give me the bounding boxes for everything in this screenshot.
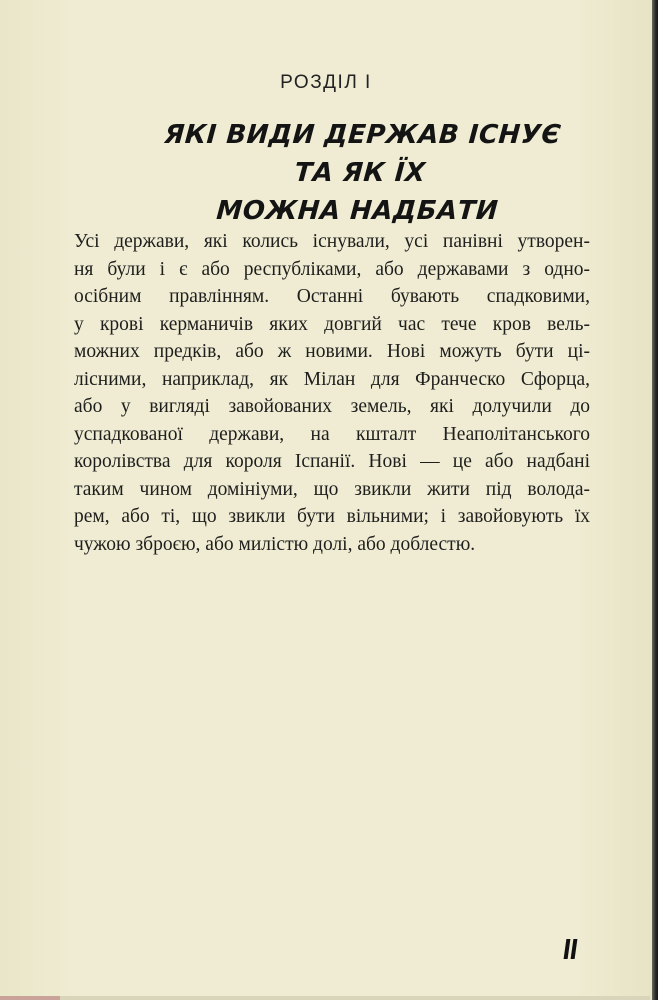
text-line: ня були і є або республіками, або державами з одно- [74, 258, 590, 280]
chapter-title [156, 116, 564, 230]
chapter-title-line-2: МОЖНА НАДБАТИ [215, 196, 500, 226]
text-line: королівства для короля Іспанії. Нові — це або надбані [74, 451, 590, 472]
text-line: лісними, наприклад, як Мілан для Франческо Сфорца, [74, 368, 590, 390]
page-number-stroke-2 [571, 939, 578, 959]
body-paragraph [74, 228, 590, 558]
page-bottom-edge [60, 996, 650, 1000]
text-line: успадкованої держави, на кшталт Неаполітанського [74, 423, 590, 445]
chapter-title-line-1: ЯКІ ВИДИ ДЕРЖАВ ІСНУЄ ТА ЯК ЇХ [163, 120, 562, 188]
page-bottom-edge-accent [0, 996, 60, 1000]
text-line: чужою зброєю, або милістю долі, або доблестю. [74, 533, 476, 555]
text-line: або у вигляді завойованих земель, які долучили до [74, 396, 590, 417]
chapter-label: РОЗДІЛ І [280, 72, 372, 93]
text-line: у крові керманичів яких довгий час тече кров вель- [74, 313, 590, 335]
page-number [561, 937, 581, 961]
text-line: рем, або ті, що звикли бути вільними; і завойовують їх [74, 506, 590, 527]
text-line: осібним правлінням. Останні бувають спадковими, [74, 286, 590, 307]
text-line: таким чином домініуми, що звикли жити під волода- [74, 478, 590, 500]
text-line: Усі держави, які колись існували, усі панівні утворен- [74, 231, 590, 252]
book-spine-edge [652, 0, 658, 1000]
page-number-stroke-1 [564, 939, 571, 959]
text-line: можних предків, або ж новими. Нові можуть бути ці- [74, 341, 590, 362]
